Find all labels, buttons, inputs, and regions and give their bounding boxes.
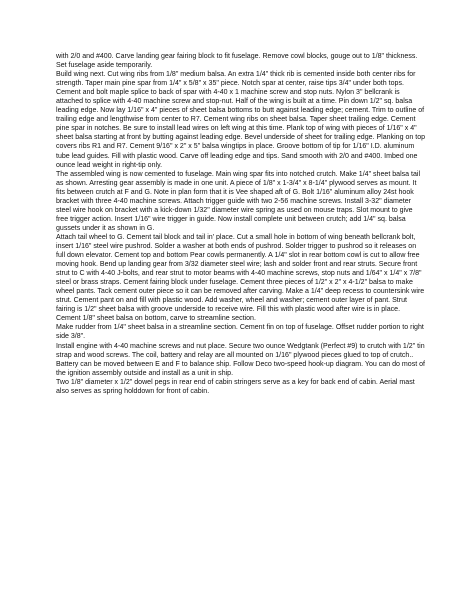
- paragraph-cabin: Two 1/8" diameter x 1/2" dowel pegs in rear end of cabin stringers serve as a key for back end of cabin. Aerial mast also serves as spring holddown for front of cabin.: [56, 378, 415, 395]
- paragraph-fuselage-finish: with 2/0 and #400. Carve landing gear fairing block to fit fuselage. Remove cowl blocks, gouge out to 1/8" thickness. Set fuselage aside temporarily.: [56, 53, 418, 70]
- paragraph-tail-and-gear: Attach tail wheel to G. Cement tail block and tail in' place. Cut a small hole in bottom of wing beneath bellcrank bolt, insert 1/16" steel wire pushrod. Solder a washer at both ends of pushrod. Solder trigger to pushrod so it releases on full down elevator. Cement top and bottom Pear cowls permanently. A 1/4" slot in rear bottom cowl is cut to allow free moving hook. Bend up landing gear from 3/32 diameter steel wire; lash and solder front and rear struts. Secure front strut to C with 4-40 J-bolts, and rear strut to motor beams with 4-40 machine screws, stop nuts and 1/64" x 1/4" x 7/8" steel or brass straps. Cement fairing block under fuselage. Cement three pieces of 1/2" x 2" x 4-1/2" balsa to make wheel pants. Tack cement outer piece so it can be removed after carving. Make a 1/4" deep recess to countersink wire strut. Cement pant on and fill with plastic wood. Add washer, wheel and washer; cement outer layer of pant. Strut fairing is 1/2" sheet balsa with groove underside to receive wire. Fill this with plastic wood after wire is in place. Cement 1/8" sheet balsa on bottom, carve to streamline section.: [56, 233, 425, 323]
- paragraph-rudder: Make rudder from 1/4" sheet balsa in a streamline section. Cement fin on top of fuselage. Offset rudder portion to right side 3/8".: [56, 324, 424, 341]
- document-body: [56, 52, 426, 396]
- paragraph-wing-construction: Build wing next. Cut wing ribs from 1/8" medium balsa. An extra 1/4" thick rib is cemented inside both center ribs for strength. Taper main pine spar from 1/4" x 5/8" x 35" piece. Notch spar at center, raise tips 3/4" under both tops. Cement and bolt maple splice to back of spar with 4-40 x 1 machine screw and stop nuts. Nylon 3" bellcrank is attached to splice with 4-40 machine screw and stop-nut. Half of the wing is built at a time. Pin down 1/2" sq. balsa leading edge. Now lay 1/16" x 4" pieces of sheet balsa bottoms to butt against leading edge; cement. Trim to outline of trailing edge and lengthwise from center to R7. Cement wing ribs on sheet balsa. Taper sheet trailing edge. Cement pine spar in notches. Be sure to install lead wires on left wing at this time. Plank top of wing with pieces of 1/16" x 4" sheet balsa starting at front by butting against leading edge. Bevel underside of sheet for trailing edge. Planking on top covers ribs R1 and R7. Cement 9/16" x 2" x 5" balsa wingtips in place. Groove bottom of tip for 1/16" I.D. aluminum tube lead guides. Fill with plastic wood. Carve off leading edge and tips. Sand smooth with 2/0 and #400. Imbed one ounce lead weight in right-tip only.: [56, 71, 426, 169]
- paragraph-wing-assembly: The assembled wing is now cemented to fuselage. Main wing spar fits into notched crutch. Make 1/4" sheet balsa tail as shown. Arresting gear assembly is made in one unit. A piece of 1/8" x 1-3/4" x 8-1/4" plywood serves as mount. It fits between crutch at F and G. Note in plan form that it is Vee shaped aft of G. Bolt 1/16" aluminum alloy 24st hook bracket with three 4-40 machine screws. Attach trigger guide with two 2-56 machine screws. Install 3-32" diameter steel wire hook on bracket with a kick-down 1/32" diameter wire spring as used on mouse traps. Slot mount to give free trigger action. Insert 1/16" wire trigger in guide. Now install complete unit between crutch; add 1/4" sq. balsa gussets under it as shown in G.: [56, 170, 421, 232]
- paragraph-engine: Install engine with 4-40 machine screws and nut place. Secure two ounce Wedgtank (Perfect #9) to crutch with 1/2" tin strap and wood screws. The coil, battery and relay are all mounted on 1/16" plywood pieces glued to top of crutch.. Battery can be moved between E and F to balance ship. Follow Deco two-speed hook-up diagram. You can do most of the ignition assembly outside and install as a unit in ship.: [56, 342, 426, 377]
